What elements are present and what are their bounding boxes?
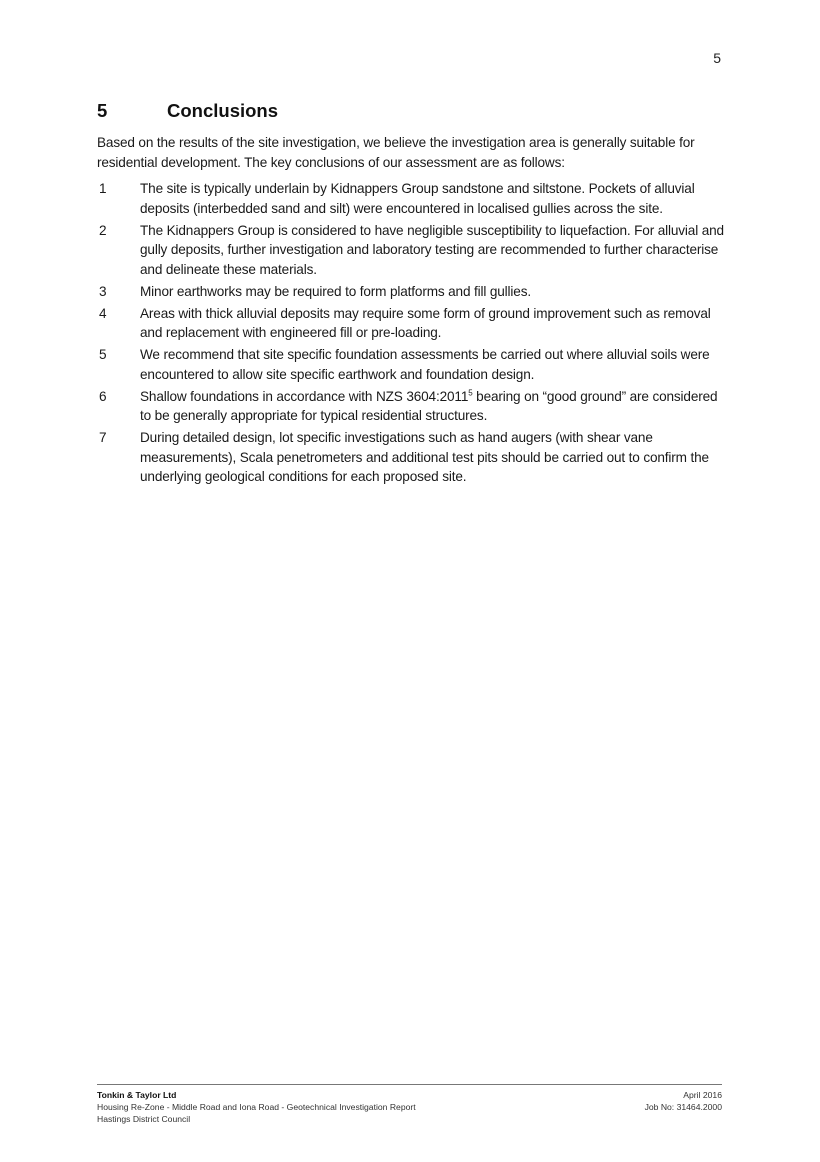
item-text: During detailed design, lot specific investigations such as hand augers (with shear vane measurements), Scala penetrometers and additional test pits should be carried out to confirm the underlying geological conditions for each proposed site. (140, 430, 709, 484)
section-heading (97, 100, 278, 122)
item-text: We recommend that site specific foundation assessments be carried out where alluvial soils were encountered to allow site specific earthwork and foundation design. (140, 347, 710, 382)
list-item (97, 387, 727, 426)
list-item (97, 179, 727, 218)
list-item (97, 428, 727, 487)
footer-date: April 2016 (683, 1090, 722, 1100)
page-number: 5 (713, 50, 721, 66)
list-item (97, 304, 727, 343)
intro-paragraph: Based on the results of the site investigation, we believe the investigation area is generally suitable for residential development. The key conclusions of our assessment are as follows: (97, 135, 695, 170)
footer-divider (97, 1084, 722, 1085)
item-number: 2 (99, 222, 107, 238)
list-item (97, 282, 727, 302)
item-number: 3 (99, 283, 107, 299)
item-number: 5 (99, 347, 107, 362)
list-item (97, 221, 727, 280)
section-number: 5 (97, 100, 108, 121)
item-number: 1 (99, 181, 107, 196)
item-text: Minor earthworks may be required to form platforms and fill gullies. (140, 283, 531, 299)
list-item (97, 345, 727, 384)
footer-report-title: Housing Re-Zone - Middle Road and Iona Road - Geotechnical Investigation Report (97, 1102, 416, 1112)
item-number: 4 (99, 305, 107, 321)
footer-job-number: Job No: 31464.2000 (644, 1102, 722, 1112)
item-text-before: Shallow foundations in accordance with NZS 3604:2011 (140, 388, 469, 404)
footnote-reference[interactable]: 5 (468, 387, 473, 397)
footer-company: Tonkin & Taylor Ltd (97, 1090, 177, 1100)
item-number: 7 (99, 430, 107, 445)
item-text: The Kidnappers Group is considered to have negligible susceptibility to liquefaction. For alluvial and gully deposits, further investigation and laboratory testing are recommended to further characterise and delineate these materials. (140, 222, 724, 277)
footer-client: Hastings District Council (97, 1114, 191, 1124)
item-number: 6 (99, 388, 107, 404)
item-text-after: bearing on “good ground” are considered to be generally appropriate for typical residential structures. (140, 388, 718, 423)
section-title: Conclusions (167, 100, 279, 121)
conclusions-list (97, 179, 727, 489)
item-text (140, 387, 727, 426)
item-text: The site is typically underlain by Kidnappers Group sandstone and siltstone. Pockets of alluvial deposits (interbedded sand and silt) were encountered in localised gullies across the site. (140, 181, 695, 216)
item-text: Areas with thick alluvial deposits may require some form of ground improvement such as removal and replacement with engineered fill or pre-loading. (140, 305, 711, 340)
